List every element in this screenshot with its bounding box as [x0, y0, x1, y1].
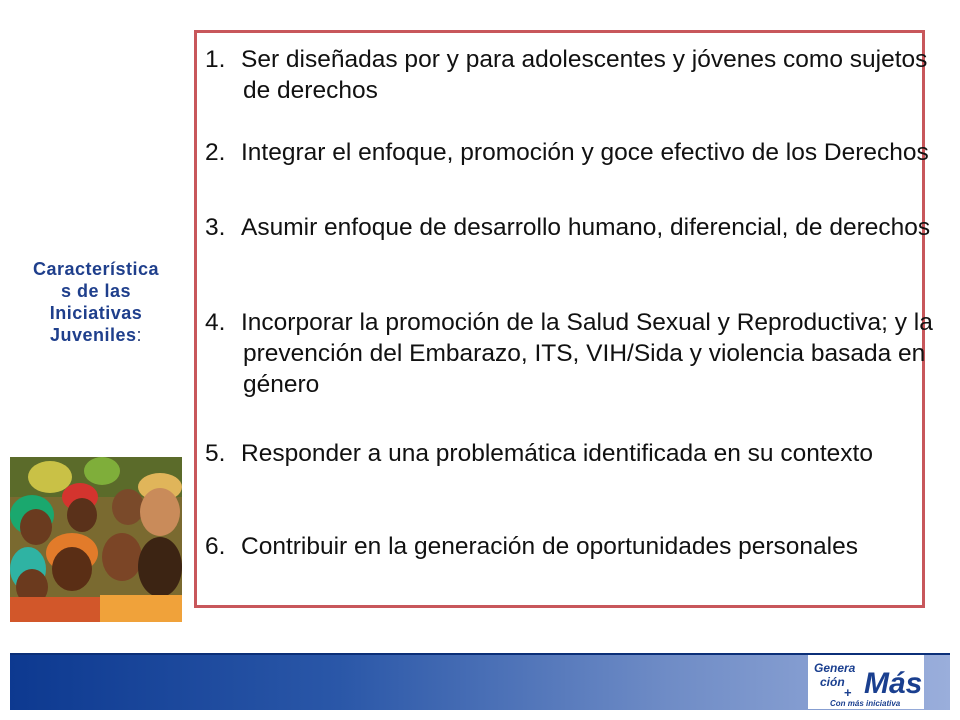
list-item-6-number: 6. [205, 533, 226, 560]
list-item-4-text: Incorporar la promoción de la Salud Sexual y Reproductiva; y la prevención del Embarazo, ITS, VIH/Sida y violencia basada en género [241, 309, 933, 398]
list-item-2-number: 2. [205, 139, 226, 166]
youth-group-photo-art [10, 457, 182, 622]
list-item-2 [205, 137, 953, 168]
list-item-3-text: Asumir enfoque de desarrollo humano, diferencial, de derechos [241, 214, 931, 241]
list-item-3-number: 3. [205, 214, 226, 241]
list-item-5-text: Responder a una problemática identificada en su contexto [241, 440, 873, 467]
logo-word-1: Genera [814, 661, 856, 675]
list-item-5-number: 5. [205, 440, 226, 467]
characteristics-list-box [194, 30, 933, 608]
list-item-4 [205, 307, 953, 400]
slide-side-title [6, 258, 186, 346]
generacion-mas-logo [808, 655, 924, 709]
side-title-line-1: Característica [32, 259, 160, 279]
side-title-line-4 [6, 324, 186, 346]
list-item-5 [205, 438, 953, 469]
list-item-1-number: 1. [205, 46, 226, 73]
list-item-1 [205, 44, 953, 106]
side-title-colon: : [136, 325, 143, 345]
logo-tagline: Con más iniciativa [830, 699, 901, 708]
list-item-2-text: Integrar el enfoque, promoción y goce efectivo de los Derechos [241, 139, 929, 166]
list-item-1-text: Ser diseñadas por y para adolescentes y jóvenes como sujetos de derechos [241, 46, 928, 104]
list-item-4-number: 4. [205, 309, 226, 336]
list-item-3 [205, 212, 953, 243]
list-item-6 [205, 531, 953, 562]
logo-plus: + [844, 685, 852, 700]
side-title-line-3: Iniciativas [49, 303, 143, 323]
generacion-mas-logo-art [808, 655, 924, 709]
logo-brand: Más [864, 667, 923, 700]
list-item-6-text: Contribuir en la generación de oportunidades personales [241, 533, 858, 560]
side-title-line-4-text: Juveniles [49, 325, 137, 345]
youth-group-photo [10, 457, 182, 622]
logo-word-2: ción [820, 675, 845, 689]
side-title-line-2: s de las [60, 281, 132, 301]
